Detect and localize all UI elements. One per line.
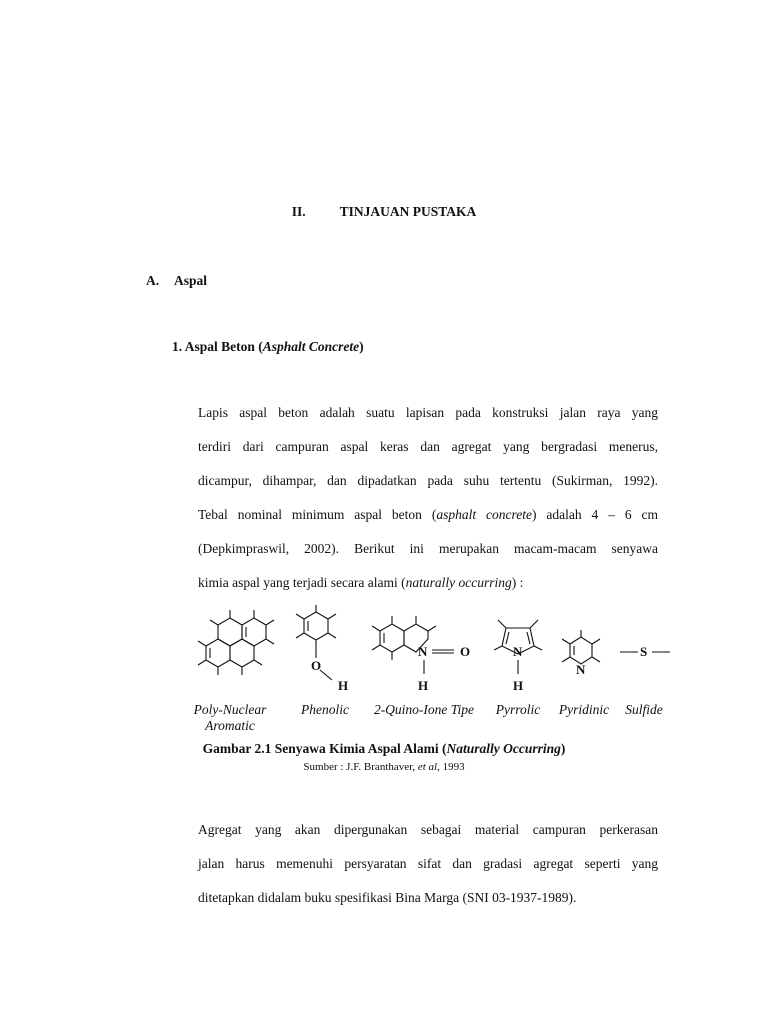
quinolone-structure [372, 616, 454, 674]
compound-name: Poly-Nuclear [193, 702, 267, 717]
figure-caption [0, 741, 768, 757]
paragraph-asphalt-concrete [198, 403, 658, 607]
section-label: A. [146, 273, 160, 288]
paragraph-line: terdiri dari campuran aspal keras dan agregat yang bergradasi menerus, [198, 439, 658, 454]
chemical-structures-figure [180, 604, 680, 700]
chapter-number: II. [291, 204, 306, 219]
section-heading [146, 273, 207, 289]
paragraph-line: Lapis aspal beton adalah suatu lapisan pada konstruksi jalan raya yang [198, 405, 658, 420]
figure-source [0, 761, 768, 773]
section-title: Aspal [174, 273, 208, 288]
atom-label: O [311, 658, 322, 673]
compound-label: 2-Quino-Ione Tipe [373, 702, 475, 717]
paragraph-line [198, 573, 658, 607]
caption-italic: Naturally Occurring [446, 741, 561, 756]
atom-label: H [418, 678, 429, 693]
atom-label: S [640, 644, 648, 659]
source-text: Sumber : J.F. Branthaver, [303, 761, 418, 773]
text-span: ) adalah 4 – 6 cm [531, 507, 658, 522]
compound-label: Pyrrolic [495, 702, 541, 717]
compound-name: Aromatic [205, 718, 255, 733]
paragraph-line [198, 505, 658, 539]
atom-label: N [513, 644, 523, 659]
text-span: Tebal nominal minimum aspal beton ( [198, 507, 437, 522]
compound-label: Pyridinic [558, 702, 610, 717]
pyridinic-structure [562, 630, 600, 664]
source-text: , 1993 [437, 761, 465, 773]
source-italic: et al [417, 761, 438, 773]
paragraph-line: dicampur, dihampar, dan dipadatkan pada suhu tertentu (Sukirman, 1992). [198, 473, 658, 488]
paragraph-line: (Depkimpraswil, 2002). Berikut ini merupakan macam-macam senyawa [198, 541, 658, 556]
paragraph-aggregate [198, 820, 658, 922]
subsection-suffix: ) [359, 339, 364, 354]
chapter-heading [0, 204, 768, 220]
paragraph-line: jalan harus memenuhi persyaratan sifat dan gradasi agregat seperti yang [198, 856, 658, 871]
subsection-heading [172, 339, 364, 355]
chapter-title: TINJAUAN PUSTAKA [339, 204, 477, 219]
subsection-italic: Asphalt Concrete [262, 339, 360, 354]
paragraph-line: Agregat yang akan dipergunakan sebagai material campuran perkerasan [198, 822, 658, 837]
atom-label: N [418, 644, 428, 659]
text-span: ) : [511, 575, 524, 590]
poly-nuclear-aromatic-structure [198, 610, 274, 675]
caption-text: ) [560, 741, 566, 756]
atom-label: N [576, 662, 586, 677]
compound-label [176, 702, 284, 734]
caption-text: Gambar 2.1 Senyawa Kimia Aspal Alami ( [202, 741, 447, 756]
paragraph-line: ditetapkan didalam buku spesifikasi Bina Marga (SNI 03-1937-1989). [198, 890, 577, 905]
atom-label: H [513, 678, 524, 693]
compound-label: Phenolic [301, 702, 349, 717]
atom-label: O [460, 644, 471, 659]
subsection-prefix: 1. Aspal Beton ( [172, 339, 263, 354]
compound-label: Sulfide [625, 702, 663, 717]
atom-label: H [338, 678, 349, 693]
text-italic: naturally occurring [405, 575, 512, 590]
text-italic: asphalt concrete [436, 507, 532, 522]
text-span: kimia aspal yang terjadi secara alami ( [198, 575, 406, 590]
